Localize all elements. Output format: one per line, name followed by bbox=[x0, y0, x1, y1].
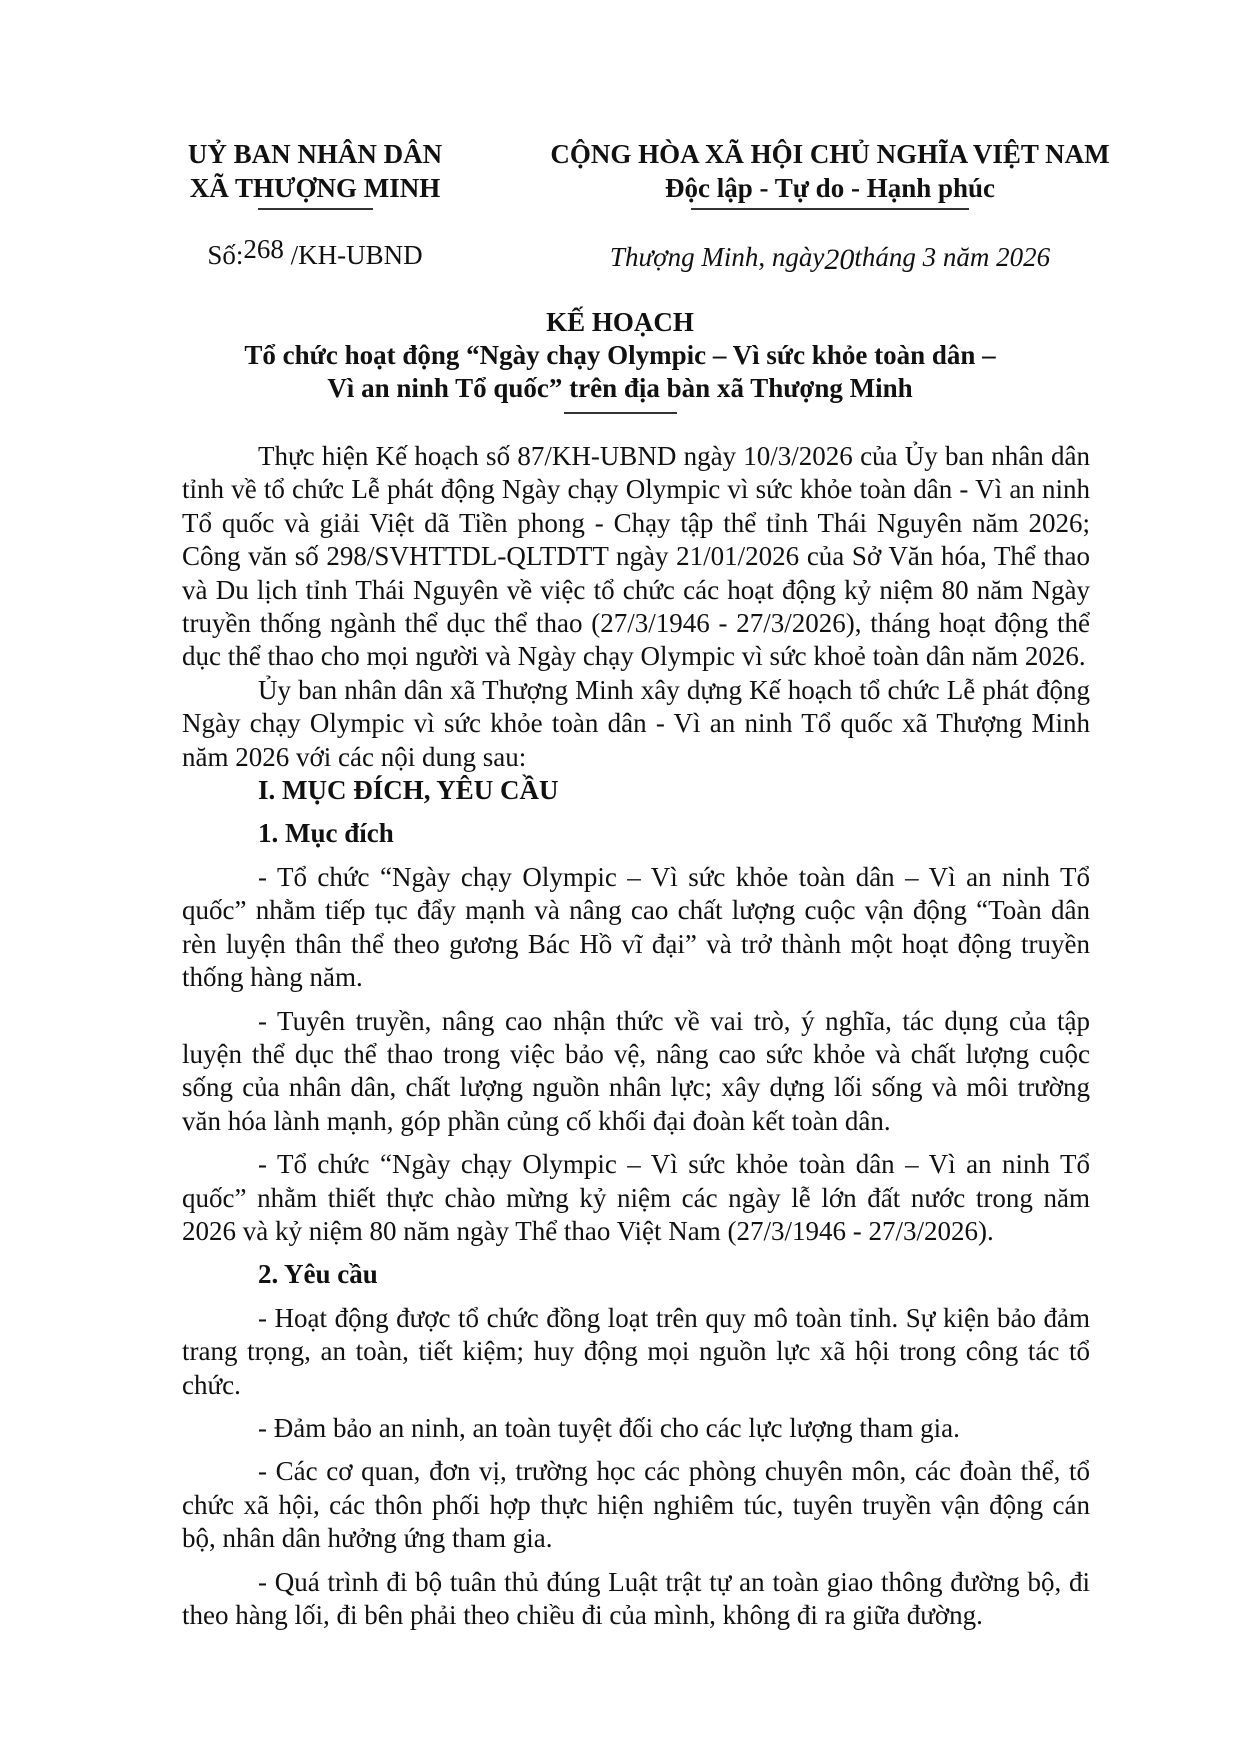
requirement-item: - Hoạt động được tổ chức đồng loạt trên quy mô toàn tỉnh. Sự kiện bảo đảm trang trọng, an toàn, tiết kiệm; huy động mọi nguồn lực xã hội trong công tác tổ chức. bbox=[182, 1302, 1090, 1400]
national-motto bbox=[520, 137, 1140, 210]
section-heading-1: I. MỤC ĐÍCH, YÊU CẦU bbox=[258, 775, 559, 806]
agency-underline bbox=[258, 208, 373, 210]
number-suffix: /KH-UBND bbox=[283, 240, 423, 270]
intro-paragraph-1: Thực hiện Kế hoạch số 87/KH-UBND ngày 10/3/2026 của Ủy ban nhân dân tỉnh về tổ chức Lễ phát động Ngày chạy Olympic vì sức khỏe toàn dân - Vì an ninh Tổ quốc và giải Việt dã Tiền phong - Chạy tập thể tỉnh Thái Nguyên năm 2026; Công văn số 298/SVHTTDL-QLTDTT ngày 21/01/2026 của Sở Văn hóa, Thể thao và Du lịch tỉnh Thái Nguyên về việc tổ chức các hoạt động kỷ niệm 80 năm Ngày truyền thống ngành thể dục thể thao (27/3/1946 - 27/3/2026), tháng hoạt động thể dục thể thao cho mọi người và Ngày chạy Olympic vì sức khoẻ toàn dân năm 2026. bbox=[182, 441, 1090, 672]
subheading-requirements: 2. Yêu cầu bbox=[258, 1259, 378, 1290]
motto-underline bbox=[691, 208, 969, 210]
issuing-agency bbox=[150, 137, 480, 210]
issue-date bbox=[520, 240, 1140, 274]
date-suffix: tháng 3 năm 2026 bbox=[854, 242, 1051, 272]
document-title bbox=[150, 306, 1090, 414]
requirement-item: - Các cơ quan, đơn vị, trường học các phòng chuyên môn, các đoàn thể, tổ chức xã hội, các thôn phối hợp thực hiện nghiêm túc, tuyên truyền vận động cán bộ, nhân dân hưởng ứng tham gia. bbox=[182, 1456, 1090, 1554]
date-prefix: Thượng Minh, ngày bbox=[609, 242, 825, 272]
document-number bbox=[150, 234, 480, 271]
purpose-item: - Tổ chức “Ngày chạy Olympic – Vì sức khỏe toàn dân – Vì an ninh Tổ quốc” nhằm tiếp tục đẩy mạnh và nâng cao chất lượng cuộc vận động “Toàn dân rèn luyện thân thể theo gương Bác Hồ vĩ đại” và trở thành một hoạt động truyền thống hàng năm. bbox=[182, 861, 1090, 993]
purpose-item: - Tổ chức “Ngày chạy Olympic – Vì sức khỏe toàn dân – Vì an ninh Tổ quốc” nhằm thiết thực chào mừng kỷ niệm các ngày lễ lớn đất nước trong năm 2026 và kỷ niệm 80 năm ngày Thể thao Việt Nam (27/3/1946 - 27/3/2026). bbox=[182, 1149, 1090, 1246]
title-underline bbox=[564, 412, 677, 414]
document-body bbox=[182, 440, 1090, 1632]
subheading-purpose: 1. Mục đích bbox=[258, 818, 394, 849]
agency-line-1: UỶ BAN NHÂN DÂN bbox=[187, 139, 443, 169]
date-day: 20 bbox=[824, 243, 855, 276]
number-value: 268 bbox=[243, 234, 284, 264]
requirement-item: - Đảm bảo an ninh, an toàn tuyệt đối cho các lực lượng tham gia. bbox=[258, 1412, 960, 1443]
doc-type: KẾ HOẠCH bbox=[546, 307, 694, 337]
agency-line-2: XÃ THƯỢNG MINH bbox=[189, 173, 441, 203]
purpose-item: - Tuyên truyền, nâng cao nhận thức về vai trò, ý nghĩa, tác dụng của tập luyện thể dục thể thao trong việc bảo vệ, nâng cao sức khỏe và chất lượng cuộc sống của nhân dân, chất lượng nguồn nhân lực; xây dựng lối sống và môi trường văn hóa lành mạnh, góp phần củng cố khối đại đoàn kết toàn dân. bbox=[182, 1005, 1090, 1136]
requirement-item: - Quá trình đi bộ tuân thủ đúng Luật trật tự an toàn giao thông đường bộ, đi theo hàng lối, đi bên phải theo chiều đi của mình, không đi ra giữa đường. bbox=[182, 1566, 1090, 1630]
title-line-2: Vì an ninh Tổ quốc” trên địa bàn xã Thượng Minh bbox=[327, 373, 913, 403]
number-label: Số: bbox=[207, 240, 244, 270]
nation-line-2: Độc lập - Tự do - Hạnh phúc bbox=[664, 173, 996, 203]
intro-paragraph-2: Ủy ban nhân dân xã Thượng Minh xây dựng Kế hoạch tổ chức Lễ phát động Ngày chạy Olympic vì sức khỏe toàn dân - Vì an ninh Tổ quốc xã Thượng Minh năm 2026 với các nội dung sau: bbox=[182, 674, 1090, 772]
nation-line-1: CỘNG HÒA XÃ HỘI CHỦ NGHĨA VIỆT NAM bbox=[550, 139, 1110, 169]
title-line-1: Tổ chức hoạt động “Ngày chạy Olympic – Vì sức khỏe toàn dân – bbox=[244, 340, 996, 370]
